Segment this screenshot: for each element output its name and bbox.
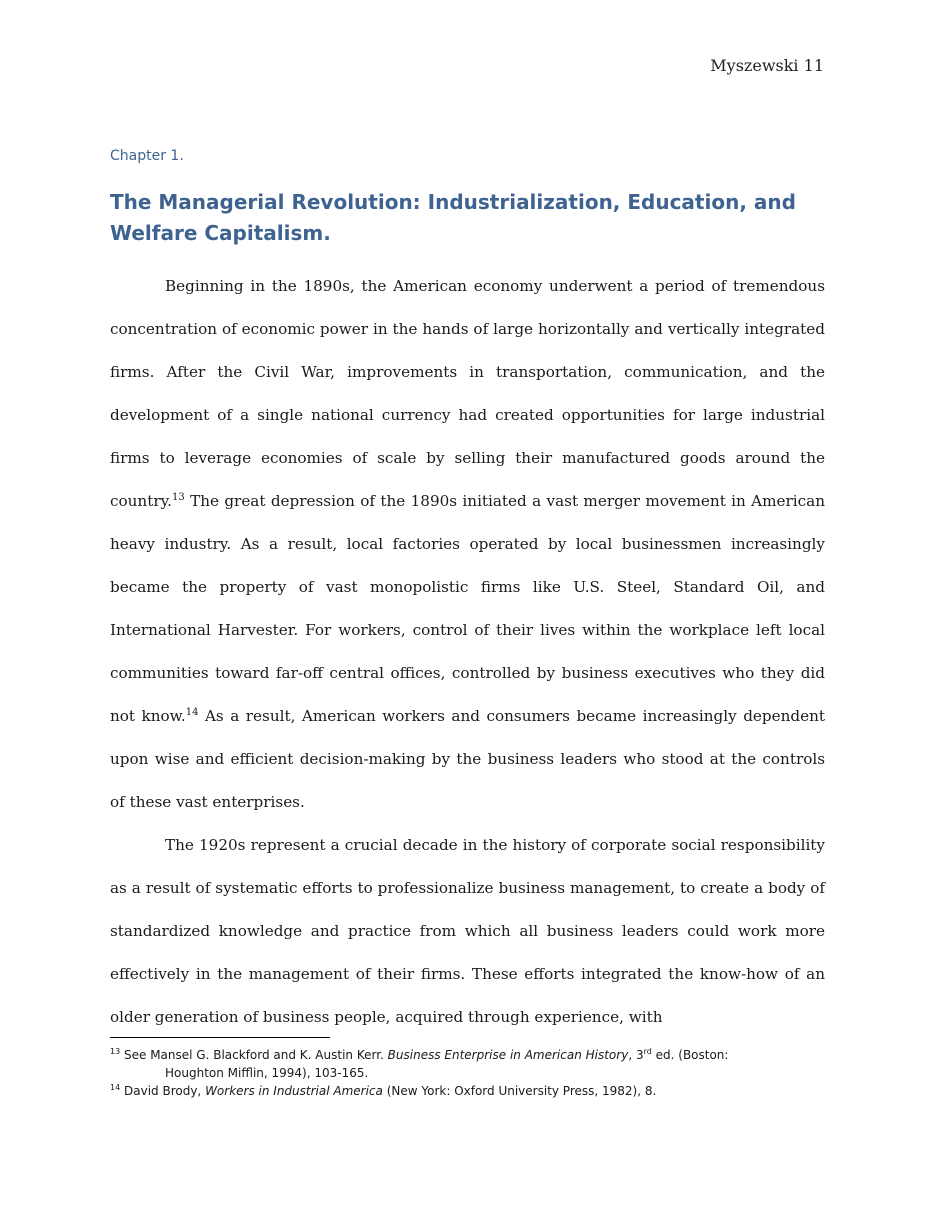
footnote-13 <box>110 1046 825 1082</box>
paragraph-text: The great depression of the 1890s initiated a vast merger movement in American heavy industry. As a result, local factories operated by local businessmen increasingly became the property of vast monopolistic firms like U.S. Steel, Standard Oil, and International Harvester. For workers, control of their lives within the workplace left local communities toward far-off central offices, controlled by business executives who they did not know. <box>110 492 825 725</box>
footnote-ref[interactable]: 13 <box>171 491 185 503</box>
paragraph <box>110 824 825 1039</box>
footnote-continuation: Houghton Mifflin, 1994), 103-165. <box>165 1066 369 1080</box>
footnote-text: (New York: Oxford University Press, 1982), 8. <box>382 1084 657 1098</box>
body-text <box>110 265 825 1039</box>
footnote-ref[interactable]: 14 <box>185 706 199 718</box>
paragraph <box>110 265 825 824</box>
footnote-title: Business Enterprise in American History <box>387 1048 629 1062</box>
paragraph-text: The 1920s represent a crucial decade in the history of corporate social responsibility as a result of systematic efforts to professionalize business management, to create a body of standardized knowledge and practice from which all business leaders could work more effectively in the management of their firms. These efforts integrated the know-how of an older generation of business people, acquired through experience, with <box>110 836 825 1026</box>
footnote-number: 13 <box>110 1047 121 1056</box>
footnote-text: ed. (Boston: <box>651 1048 729 1062</box>
footnotes <box>110 1046 825 1100</box>
footnote-text: , 3 <box>628 1048 644 1062</box>
running-head: Myszewski 11 <box>710 56 824 75</box>
paragraph-text: Beginning in the 1890s, the American economy underwent a period of tremendous concentration of economic power in the hands of large horizontally and vertically integrated firms. After the Civil War, improvements in transportation, communication, and the development of a single national currency had created opportunities for large industrial firms to leverage economies of scale by selling their manufactured goods around the country. <box>110 277 825 510</box>
ordinal-suffix: rd <box>643 1047 652 1056</box>
footnote-14 <box>110 1082 825 1100</box>
footnote-separator <box>110 1037 330 1038</box>
footnote-text: See Mansel G. Blackford and K. Austin Kerr. <box>120 1048 388 1062</box>
footnote-title: Workers in Industrial America <box>205 1084 383 1098</box>
chapter-label: Chapter 1. <box>110 148 184 164</box>
footnote-text: David Brody, <box>120 1084 206 1098</box>
paragraph-text: As a result, American workers and consumers became increasingly dependent upon wise and efficient decision-making by the business leaders who stood at the controls of these vast enterprises. <box>110 707 825 811</box>
footnote-number: 14 <box>110 1083 121 1092</box>
chapter-title: The Managerial Revolution: Industrialization, Education, and Welfare Capitalism. <box>110 190 796 245</box>
